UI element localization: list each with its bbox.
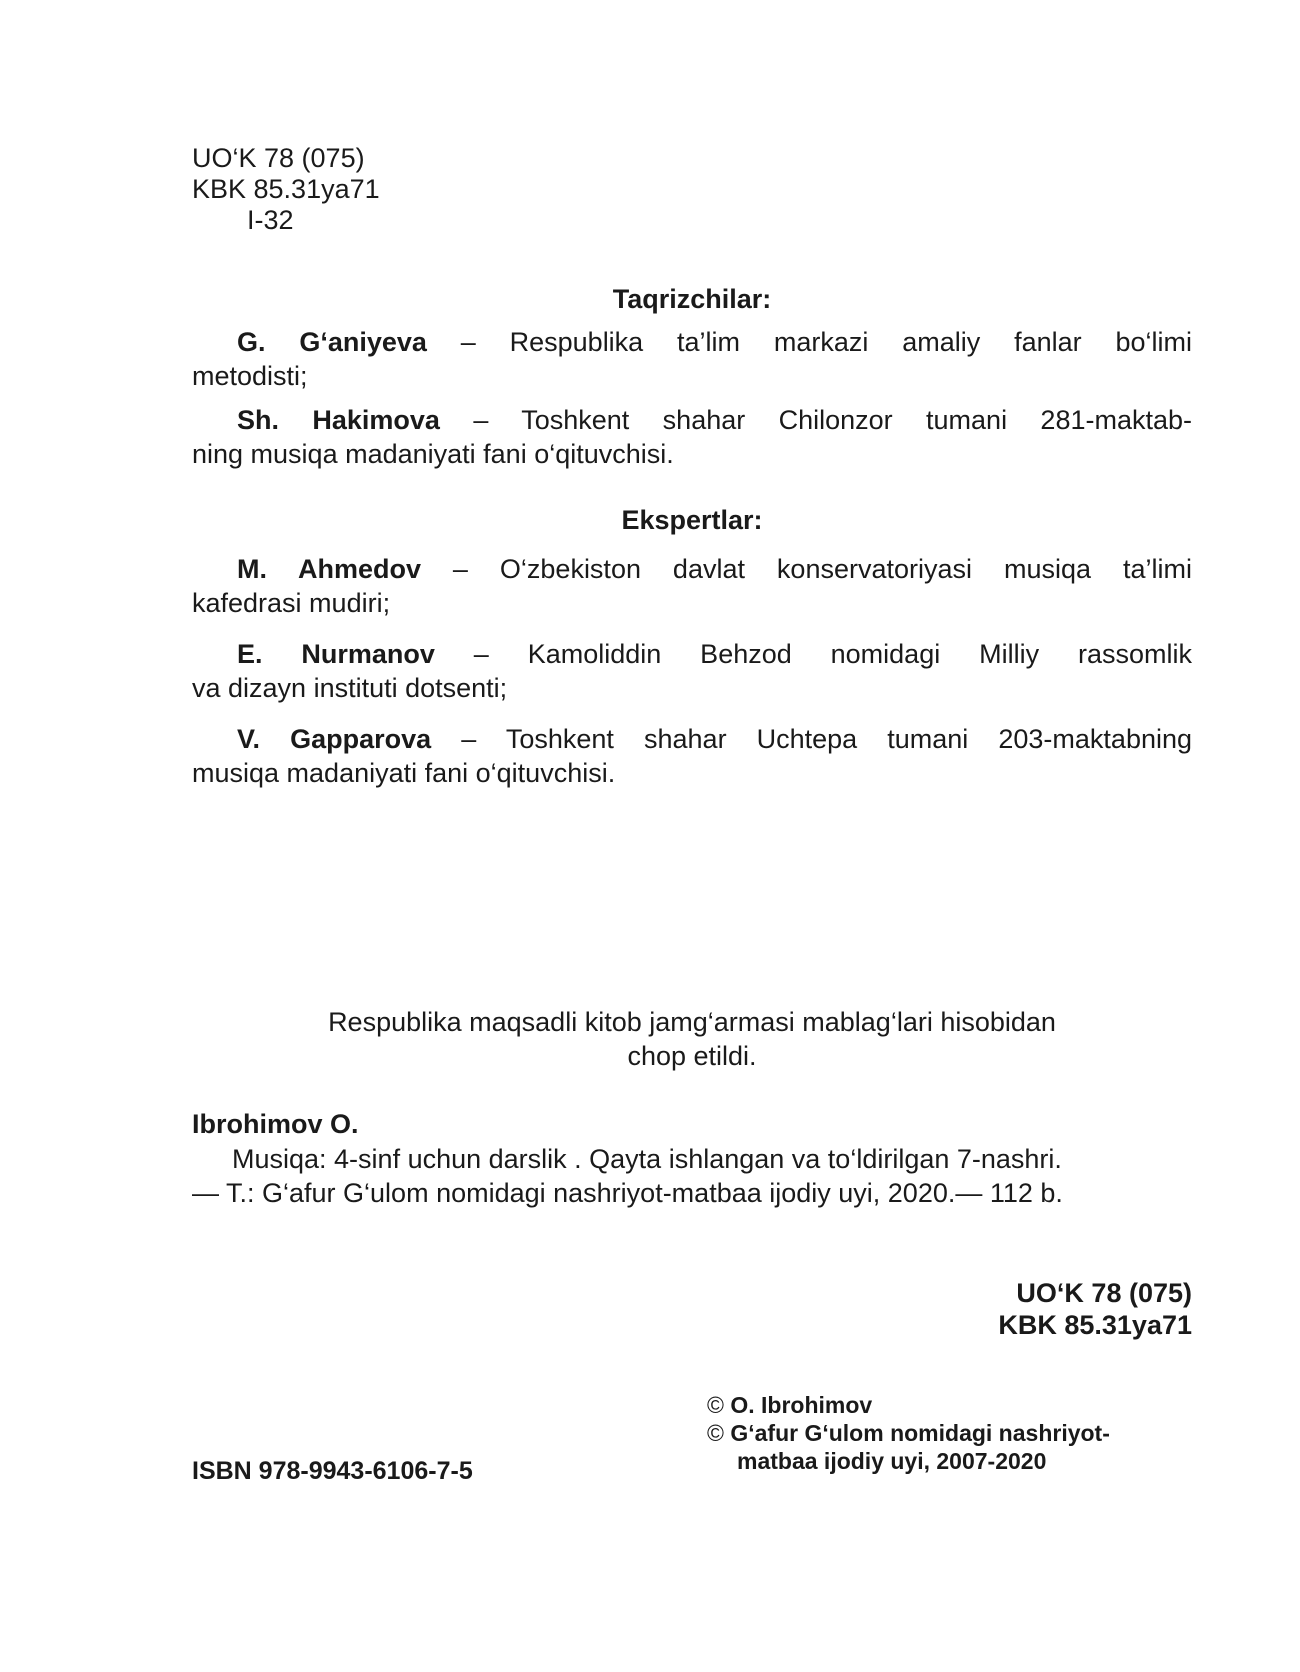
imprint-page <box>192 0 1192 1672</box>
reviewer-role-cont: metodisti; <box>192 361 308 391</box>
expert-entry-1: M. Ahmedov – O‘zbekiston davlat konservatoriyasi musiqa ta’limi kafedrasi mudiri; <box>192 554 1192 618</box>
copyright-publisher-cont: matbaa ijodiy uyi, 2007-2020 <box>737 1448 1047 1474</box>
bibliography-entry <box>192 1142 1192 1210</box>
bibliography-publisher: — T.: G‘afur G‘ulom nomidagi nashriyot-matbaa ijodiy uyi, 2020.— 112 b. <box>192 1178 1063 1208</box>
copyright-publisher: G‘afur G‘ulom nomidagi nashriyot- <box>730 1420 1110 1446</box>
copyright-symbol: © <box>707 1420 724 1446</box>
expert-name: V. Gapparova <box>237 724 432 754</box>
reviewer-role: Respublika ta’lim markazi amaliy fanlar bo‘limi <box>509 327 1192 357</box>
expert-role-cont: musiqa madaniyati fani o‘qituvchisi. <box>192 758 616 788</box>
kbk-code: KBK 85.31ya71 <box>192 174 380 204</box>
reviewers-heading: Taqrizchilar: <box>612 284 772 314</box>
expert-role: O‘zbekiston davlat konservatoriyasi musiqa ta’limi <box>499 554 1192 584</box>
expert-role-cont: kafedrasi mudiri; <box>192 588 391 618</box>
reviewer-entry-2: Sh. Hakimova – Toshkent shahar Chilonzor tumani 281-maktab- ning musiqa madaniyati fani o‘qituvchisi. <box>192 405 1193 469</box>
author-code: I-32 <box>247 205 294 235</box>
reviewer-name: Sh. Hakimova <box>237 405 440 435</box>
udk-code: UO‘K 78 (075) <box>1016 1278 1192 1308</box>
expert-role: Toshkent shahar Uchtepa tumani 203-maktabning <box>505 724 1193 754</box>
expert-entry-3: V. Gapparova – Toshkent shahar Uchtepa tumani 203-maktabning musiqa madaniyati fani o‘qituvchisi. <box>192 724 1193 788</box>
reviewer-entry-1: G. G‘aniyeva – Respublika ta’lim markazi amaliy fanlar bo‘limi metodisti; <box>192 327 1192 391</box>
reviewer-name: G. G‘aniyeva <box>237 327 427 357</box>
expert-role: Kamoliddin Behzod nomidagi Milliy rassomlik <box>527 639 1192 669</box>
classification-codes-top <box>192 143 380 236</box>
expert-name: M. Ahmedov <box>237 554 421 584</box>
bibliography-title: Musiqa: 4-sinf uchun darslik . Qayta ishlangan va to‘ldirilgan 7-nashri. <box>232 1144 1062 1174</box>
kbk-code: KBK 85.31ya71 <box>998 1310 1192 1340</box>
expert-name: E. Nurmanov <box>237 639 435 669</box>
classification-codes-bottom <box>998 1277 1192 1341</box>
funding-note: Respublika maqsadli kitob jamg‘armasi mablag‘lari hisobidan chop etildi. <box>328 1007 1056 1071</box>
expert-entry-2: E. Nurmanov – Kamoliddin Behzod nomidagi Milliy rassomlik va dizayn instituti dotsenti; <box>192 639 1192 703</box>
isbn: ISBN 978-9943-6106-7-5 <box>192 1457 473 1485</box>
experts-heading: Ekspertlar: <box>621 505 763 535</box>
copyright-symbol: © <box>707 1392 724 1418</box>
copyright-block <box>707 1391 1110 1475</box>
expert-role-cont: va dizayn instituti dotsenti; <box>192 673 508 703</box>
copyright-author: O. Ibrohimov <box>730 1392 873 1418</box>
udk-code: UO‘K 78 (075) <box>192 143 365 173</box>
reviewer-role-cont: ning musiqa madaniyati fani o‘qituvchisi. <box>192 439 674 469</box>
reviewer-role: Toshkent shahar Chilonzor tumani 281-maktab- <box>521 405 1193 435</box>
bibliography-author: Ibrohimov O. <box>192 1109 359 1139</box>
